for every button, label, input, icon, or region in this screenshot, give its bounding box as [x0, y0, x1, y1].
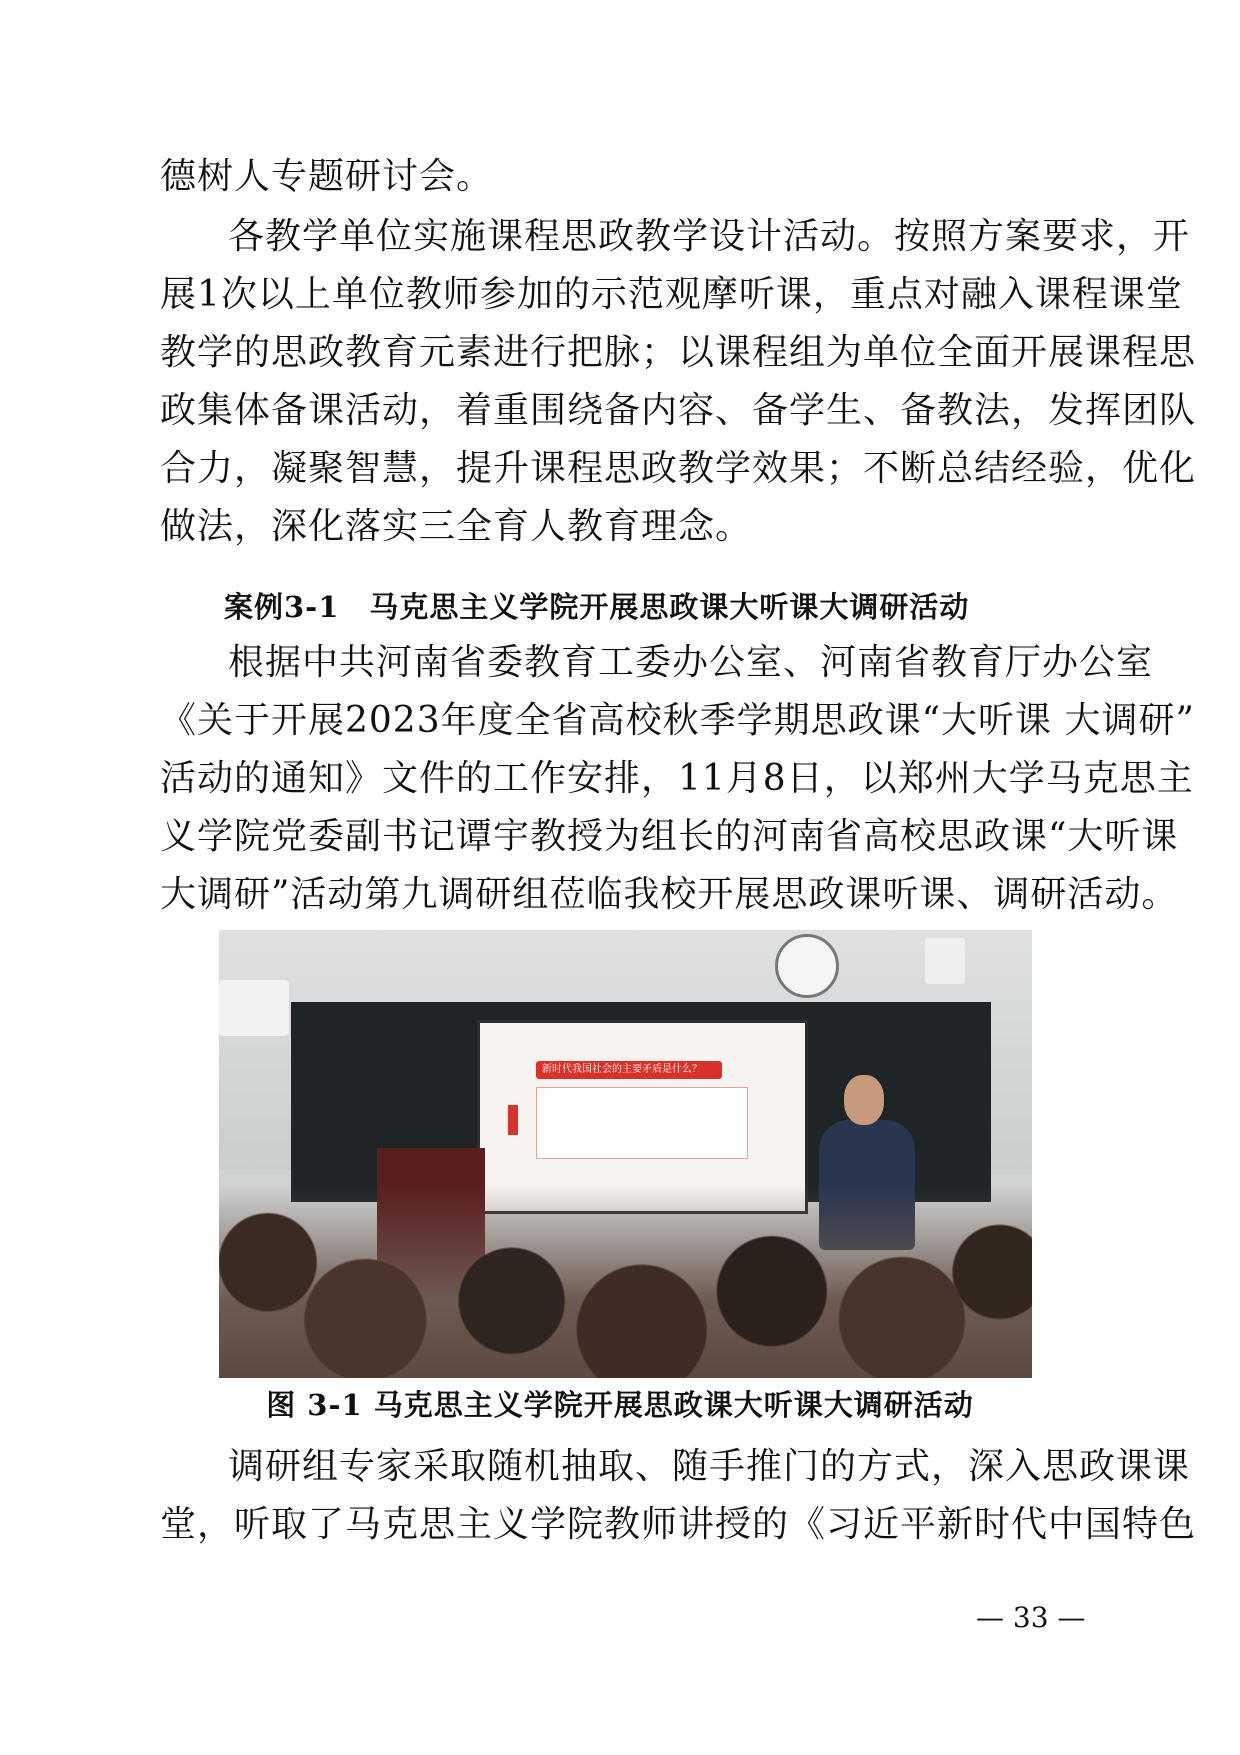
text-line: 展1次以上单位教师参加的示范观摩听课，重点对融入课程课堂 [160, 274, 1183, 315]
page-number: — 33 — [976, 1601, 1086, 1634]
classroom-photo [219, 930, 1032, 1378]
text-line: 各教学单位实施课程思政教学设计活动。按照方案要求，开 [228, 216, 1191, 257]
slide-text-box [536, 1087, 748, 1159]
air-conditioner [219, 980, 289, 1036]
text-line: 堂，听取了马克思主义学院教师讲授的《习近平新时代中国特色 [160, 1504, 1197, 1545]
slide-heading: 新时代我国社会的主要矛盾是什么？ [536, 1061, 722, 1079]
text-line: 根据中共河南省委教育工委办公室、河南省教育厅办公室 [228, 642, 1154, 683]
text-line: 做法，深化落实三全育人教育理念。 [160, 506, 753, 547]
speaker-icon [925, 938, 965, 984]
down-arrow-icon [508, 1105, 518, 1135]
text-line: 教学的思政教育元素进行把脉；以课程组为单位全面开展课程思 [160, 332, 1197, 373]
text-line: 政集体备课活动，着重围绕备内容、备学生、备教法，发挥团队 [160, 390, 1197, 431]
figure-caption: 图 3-1 马克思主义学院开展思政课大听课大调研活动 [266, 1388, 974, 1422]
text-line: 《关于开展2023年度全省高校秋季学期思政课“大听课 大调研” [160, 700, 1195, 741]
text-line: 义学院党委副书记谭宇教授为组长的河南省高校思政课“大听课 [160, 816, 1179, 857]
wall-clock-icon [775, 934, 839, 998]
text-line: 德树人专题研讨会。 [160, 156, 494, 197]
case-title: 案例3-1 马克思主义学院开展思政课大听课大调研活动 [224, 590, 970, 624]
text-line: 活动的通知》文件的工作安排，11月8日，以郑州大学马克思主 [160, 758, 1194, 799]
text-line: 合力，凝聚智慧，提升课程思政教学效果；不断总结经验，优化 [160, 448, 1197, 489]
text-line: 大调研”活动第九调研组莅临我校开展思政课听课、调研活动。 [160, 874, 1179, 915]
audience [219, 1185, 1032, 1378]
text-line: 调研组专家采取随机抽取、随手推门的方式，深入思政课课 [228, 1446, 1191, 1487]
teacher-head [844, 1075, 884, 1125]
